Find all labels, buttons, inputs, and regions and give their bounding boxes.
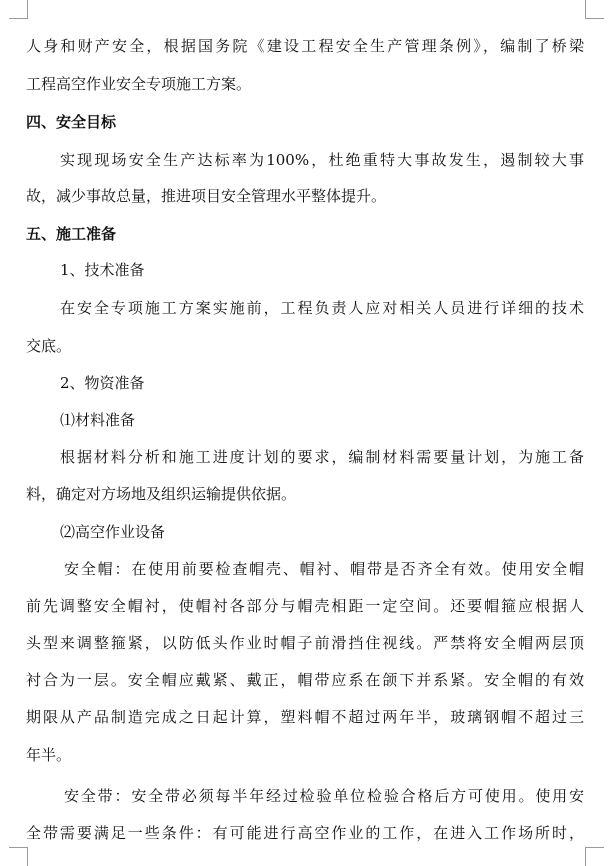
item-heading: ⑴材料准备 (60, 411, 136, 429)
section-heading: 五、施工准备 (26, 225, 117, 243)
crop-mark-bottom-right (585, 847, 604, 866)
body-line: 年半。 (26, 746, 72, 764)
subsection-heading: 2、物资准备 (60, 374, 145, 392)
body-line: 前先调整安全帽衬，使帽衬各部分与帽壳相距一定空间。还要帽箍应根据人 (26, 597, 584, 615)
body-line: 衬合为一层。安全帽应戴紧、戴正，帽带应系在颌下并系紧。安全帽的有效 (26, 671, 584, 689)
body-line: 安全帽：在使用前要检查帽壳、帽衬、帽带是否齐全有效。使用安全帽 (64, 560, 584, 578)
body-line: 人身和财产安全，根据国务院《建设工程安全生产管理条例》，编制了桥梁 (26, 37, 584, 55)
body-line: 料，确定对方场地及组织运输提供依据。 (26, 485, 297, 503)
item-heading: ⑵高空作业设备 (60, 523, 166, 541)
body-line: 故，减少事故总量，推进项目安全管理水平整体提升。 (26, 187, 387, 205)
body-line: 全带需要满足一些条件：有可能进行高空作业的工作，在进入工作场所时， (26, 824, 584, 842)
body-line: 头型来调整箍紧，以防低头作业时帽子前滑挡住视线。严禁将安全帽两层顶 (26, 634, 584, 652)
crop-mark-top-left (9, 0, 28, 19)
crop-mark-bottom-left (9, 847, 28, 866)
body-line: 安全带：安全带必须每半年经过检验单位检验合格后方可使用。使用安 (64, 787, 584, 805)
body-line: 交底。 (26, 337, 72, 355)
body-line: 实现现场安全生产达标率为100%，杜绝重特大事故发生，遏制较大事 (60, 151, 584, 169)
crop-mark-top-right (585, 0, 604, 19)
body-line: 在安全专项施工方案实施前，工程负责人应对相关人员进行详细的技术 (60, 299, 584, 317)
body-line: 期限从产品制造完成之日起计算，塑料帽不超过两年半，玻璃钢帽不超过三 (26, 708, 584, 726)
body-line: 根据材料分析和施工进度计划的要求，编制材料需要量计划，为施工备 (60, 448, 584, 466)
section-heading: 四、安全目标 (26, 113, 117, 131)
body-line: 工程高空作业安全专项施工方案。 (26, 75, 252, 93)
subsection-heading: 1、技术准备 (60, 261, 145, 279)
